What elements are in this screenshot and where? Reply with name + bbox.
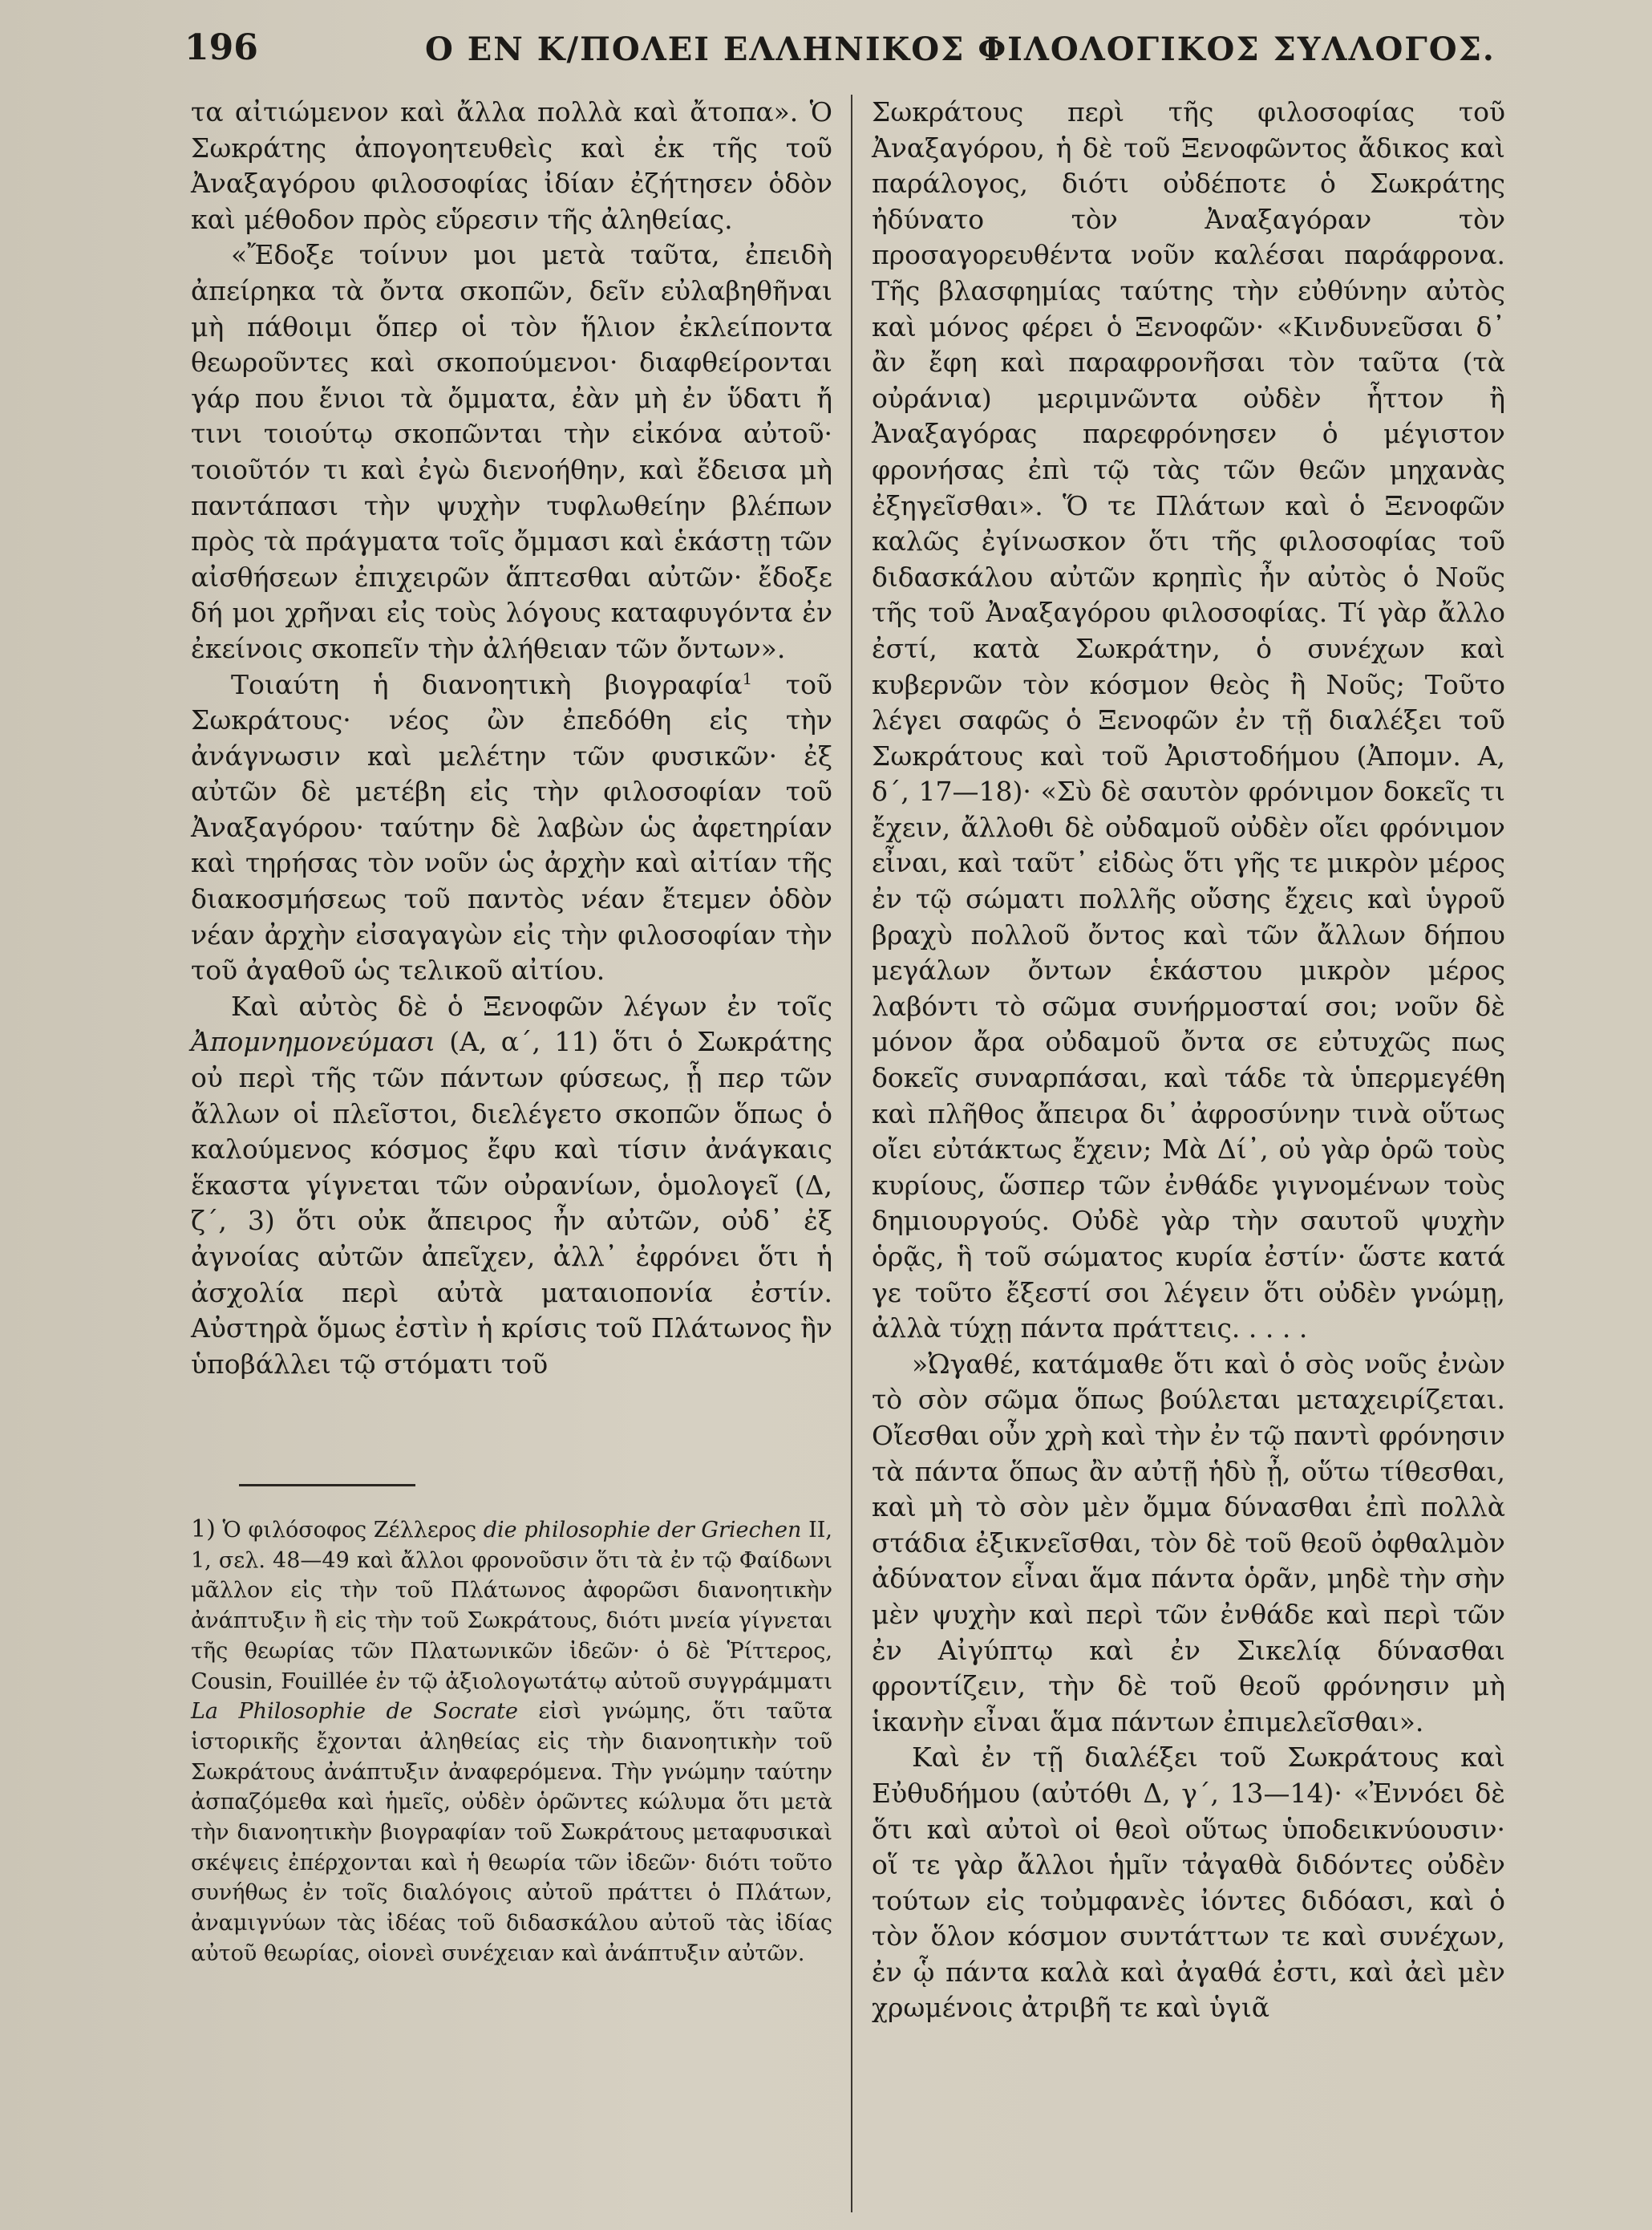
quotation-paragraph: «Ἔδοξε τοίνυν μοι μετὰ ταῦτα, ἐπειδὴ ἀπείρηκα τὰ ὄντα σκοπῶν, δεῖν εὐλαβηθῆναι μὴ πάθοιμι ὅπερ οἱ τὸν ἥλιον ἐκλείποντα θεωροῦντες καὶ σκοπούμενοι· διαφθείρονται γάρ που ἔνιοι τὰ ὄμματα, ἐὰν μὴ ἐν ὕδατι ἤ τινι τοιούτῳ σκοπῶνται τὴν εἰκόνα αὐτοῦ· τοιοῦτόν τι καὶ ἐγὼ διενοήθην, καὶ ἔδεισα μὴ παντάπασι τὴν ψυχὴν τυφλωθείην βλέπων πρὸς τὰ πράγματα τοῖς ὄμμασι καὶ ἑκάστῃ τῶν αἰσθήσεων ἐπιχειρῶν ἅπτεσθαι αὐτῶν· ἔδοξε δή μοι χρῆναι εἰς τοὺς λόγους καταφυγόντα ἐν ἐκείνοις σκοπεῖν τὴν ἀλήθειαν τῶν ὄντων».	[191, 239, 832, 664]
text-run: τοῦ Σωκράτους· νέος ὢν ἐπεδόθη εἰς τὴν ἀνάγνωσιν καὶ μελέτην τῶν φυσικῶν· ἐξ αὐτῶν δὲ μετέβη εἰς τὴν φιλοσοφίαν τοῦ Ἀναξαγόρου· ταύτην δὲ λαβὼν ὡς ἀφετηρίαν καὶ τηρήσας τὸν νοῦν ὡς ἀρχὴν καὶ αἰτίαν τῆς διακοσμήσεως τοῦ παντὸς νέαν ἔτεμεν ὁδὸν νέαν ἀρχὴν εἰσαγαγὼν εἰς τὴν φιλοσοφίαν τὴν τοῦ ἀγαθοῦ ὡς τελικοῦ αἰτίου.	[191, 668, 832, 987]
page-header	[184, 24, 1496, 72]
paragraph	[191, 989, 832, 1383]
paragraph: Σωκράτους περὶ τῆς φιλοσοφίας τοῦ Ἀναξαγόρου, ἡ δὲ τοῦ Ξενοφῶντος ἄδικος καὶ παράλογος, διότι οὐδέποτε ὁ Σωκράτης ἠδύνατο τὸν Ἀναξαγόραν τὸν προσαγορευθέντα νοῦν καλέσαι παράφρονα. Τῆς βλασφημίας ταύτης τὴν εὐθύνην αὐτὸς καὶ μόνος φέρει ὁ Ξενοφῶν· «Κινδυνεῦσαι δ᾿ ἂν ἔφη καὶ παραφρονῆσαι τὸν ταῦτα (τὰ οὐράνια) μεριμνῶντα οὐδὲν ἧττον ἢ Ἀναξαγόρας παρεφρόνησεν ὁ μέγιστον φρονήσας ἐπὶ τῷ τὰς τῶν θεῶν μηχανὰς ἐξηγεῖσθαι». Ὅ τε Πλάτων καὶ ὁ Ξενοφῶν καλῶς ἐγίνωσκον ὅτι τῆς φιλοσοφίας τοῦ διδασκάλου αὐτῶν κρηπὶς ἦν αὐτὸς ὁ Νοῦς τῆς τοῦ Ἀναξαγόρου φιλοσοφίας. Τί γὰρ ἄλλο ἐστί, κατὰ Σωκράτην, ὁ συνέχων καὶ κυβερνῶν τὸν κόσμον θεὸς ἢ Νοῦς; Τοῦτο λέγει σαφῶς ὁ Ξενοφῶν ἐν τῇ διαλέξει τοῦ Σωκράτους καὶ τοῦ Ἀριστοδήμου (Ἀπομν. Α, δ΄, 17—18)· «Σὺ δὲ σαυτὸν φρόνιμον δοκεῖς τι ἔχειν, ἄλλοθι δὲ οὐδαμοῦ οὐδὲν οἴει φρόνιμον εἶναι, καὶ ταῦτ᾿ εἰδὼς ὅτι γῆς τε μικρὸν μέρος ἐν τῷ σώματι πολλῆς οὔσης ἔχεις καὶ ὑγροῦ βραχὺ πολλοῦ ὄντος καὶ τῶν ἄλλων δήπου μεγάλων ὄντων ἑκάστου μικρὸν μέρος λαβόντι τὸ σῶμα συνήρμοσταί σοι; νοῦν δὲ μόνον ἄρα οὐδαμοῦ ὄντα σε εὐτυχῶς πως δοκεῖς συναρπάσαι, καὶ τάδε τὰ ὑπερμεγέθη καὶ πλῆθος ἄπειρα δι᾿ ἀφροσύνην τινὰ οὕτως οἴει εὐτάκτως ἔχειν; Μὰ Δί᾿, οὐ γὰρ ὁρῶ τοὺς κυρίους, ὥσπερ τῶν ἐνθάδε γιγνομένων τοὺς δημιουργούς. Οὐδὲ γὰρ τὴν σαυτοῦ ψυχὴν ὁρᾷς, ἣ τοῦ σώματος κυρία ἐστίν· ὥστε κατά γε τοῦτο ἔξεστί σοι λέγειν ὅτι οὐδὲν γνώμῃ, ἀλλὰ τύχῃ πάντα πράττεις. . . . .	[872, 96, 1505, 1344]
footnote-separator	[239, 1484, 415, 1486]
paragraph: τα αἰτιώμενον καὶ ἄλλα πολλὰ καὶ ἄτοπα». Ὁ Σωκράτης ἀπογοητευθεὶς καὶ ἐκ τῆς τοῦ Ἀναξαγόρου φιλοσοφίας ἰδίαν ἐζήτησεν ὁδὸν καὶ μέθοδον πρὸς εὕρεσιν τῆς ἀληθείας.	[191, 96, 832, 235]
text-run: Καὶ αὐτὸς δὲ ὁ Ξενοφῶν λέγων ἐν τοῖς	[231, 990, 832, 1022]
page-number: 196	[184, 27, 258, 68]
text-run: εἰσὶ γνώμης, ὅτι ταῦτα ἱστορικῆς ἔχονται ἀληθείας εἰς τὴν διανοητικὴν τοῦ Σωκράτους ἀνάπτυξιν ἀναφερόμενα. Τὴν γνώμην ταύτην ἀσπαζόμεθα καὶ ἡμεῖς, οὐδὲν ὁρῶντες κώλυμα ὅτι μετὰ τὴν διανοητικὴν βιογραφίαν τοῦ Σωκράτους μεταφυσικαὶ σκέψεις ἐπέρχονται καὶ ἡ θεωρία τῶν ἰδεῶν· διότι τοῦτο συνήθως ἐν τοῖς διαλόγοις αὐτοῦ πράττει ὁ Πλάτων, ἀναμιγνύων τὰς ἰδέας τοῦ διδασκάλου αὐτοῦ τὰς ἰδίας αὐτοῦ θεωρίας, οἱονεὶ συνέχειαν καὶ ἀνάπτυξιν αὐτῶν.	[191, 1699, 832, 1966]
text-run: II, 1, σελ. 48—49 καὶ ἄλλοι φρονοῦσιν ὅτι τὰ ἐν τῷ Φαίδωνι μᾶλλον εἰς τὴν τοῦ Πλάτωνος ἀφορῶσι διανοητικὴν ἀνάπτυξιν ἢ εἰς τὴν τοῦ Σωκράτους, διότι μνεία γίγνεται τῆς θεωρίας τῶν Πλατωνικῶν ἰδεῶν· ὁ δὲ Ῥίττερος, Cousin, Fouillée ἐν τῷ ἀξιολογωτάτῳ αὐτοῦ συγγράμματι	[191, 1518, 832, 1694]
column-divider	[851, 95, 852, 2212]
work-title: Ἀπομνημονεύμασι	[191, 1026, 436, 1058]
left-column	[191, 95, 832, 1382]
text-run: Ὁ φιλόσοφος Ζέλλερος	[215, 1518, 484, 1543]
footnote	[191, 1514, 832, 1969]
text-run: Τοιαύτη ἡ διανοητικὴ βιογραφία	[231, 668, 743, 700]
work-title: die philosophie der Griechen	[483, 1518, 802, 1543]
running-title: Ο ΕΝ Κ/ΠΟΛΕΙ ΕΛΛΗΝΙΚΟΣ ΦΙΛΟΛΟΓΙΚΟΣ ΣΥΛΛΟΓΟΣ.	[425, 30, 1496, 68]
right-column	[872, 95, 1505, 2026]
text-run: (Α, α΄, 11) ὅτι ὁ Σωκράτης οὐ περὶ τῆς τῶν πάντων φύσεως, ᾗ περ τῶν ἄλλων οἱ πλεῖστοι, διελέγετο σκοπῶν ὅπως ὁ καλούμενος κόσμος ἔφυ καὶ τίσιν ἀνάγκαις ἕκαστα γίγνεται τῶν οὐρανίων, ὁμολογεῖ (Δ, ζ΄, 3) ὅτι οὐκ ἄπειρος ἦν αὐτῶν, οὐδ᾿ ἐξ ἀγνοίας αὐτῶν ἀπεῖχεν, ἀλλ᾿ ἐφρόνει ὅτι ἡ ἀσχολία περὶ αὐτὰ ματαιοπονία ἐστίν. Αὐστηρὰ ὅμως ἐστὶν ἡ κρίσις τοῦ Πλάτωνος ἣν ὑποβάλλει τῷ στόματι τοῦ	[191, 1026, 832, 1380]
footnote-marker: 1)	[191, 1515, 216, 1543]
footnote-reference: 1	[742, 668, 753, 688]
quotation-paragraph: »Ὠγαθέ, κατάμαθε ὅτι καὶ ὁ σὸς νοῦς ἐνὼν τὸ σὸν σῶμα ὅπως βούλεται μεταχειρίζεται. Οἴεσθαι οὖν χρὴ καὶ τὴν ἐν τῷ παντὶ φρόνησιν τὰ πάντα ὅπως ἂν αὐτῇ ἡδὺ ᾖ, οὕτω τίθεσθαι, καὶ μὴ τὸ σὸν μὲν ὄμμα δύνασθαι ἐπὶ πολλὰ στάδια ἐξικνεῖσθαι, τὸν δὲ τοῦ θεοῦ ὀφθαλμὸν ἀδύνατον εἶναι ἅμα πάντα ὁρᾶν, μηδὲ τὴν σὴν μὲν ψυχὴν καὶ περὶ τῶν ἐνθάδε καὶ περὶ τῶν ἐν Αἰγύπτῳ καὶ ἐν Σικελίᾳ δύνασθαι φροντίζειν, τὴν δὲ τοῦ θεοῦ φρόνησιν μὴ ἱκανὴν εἶναι ἅμα πάντων ἐπιμελεῖσθαι».	[872, 1348, 1505, 1737]
paragraph: Καὶ ἐν τῇ διαλέξει τοῦ Σωκράτους καὶ Εὐθυδήμου (αὐτόθι Δ, γ΄, 13—14)· «Ἐννόει δὲ ὅτι καὶ αὐτοὶ οἱ θεοὶ οὕτως ὑποδεικνύουσιν· οἵ τε γὰρ ἄλλοι ἡμῖν τἀγαθὰ διδόντες οὐδὲν τούτων εἰς τοὐμφανὲς ἰόντες διδόασι, καὶ ὁ τὸν ὅλον κόσμον συντάττων τε καὶ συνέχων, ἐν ᾧ πάντα καλὰ καὶ ἀγαθά ἐστι, καὶ ἀεὶ μὲν χρωμένοις ἀτριβῆ τε καὶ ὑγιᾶ	[872, 1741, 1505, 2024]
work-title: La Philosophie de Socrate	[191, 1699, 518, 1725]
paragraph	[191, 667, 832, 989]
